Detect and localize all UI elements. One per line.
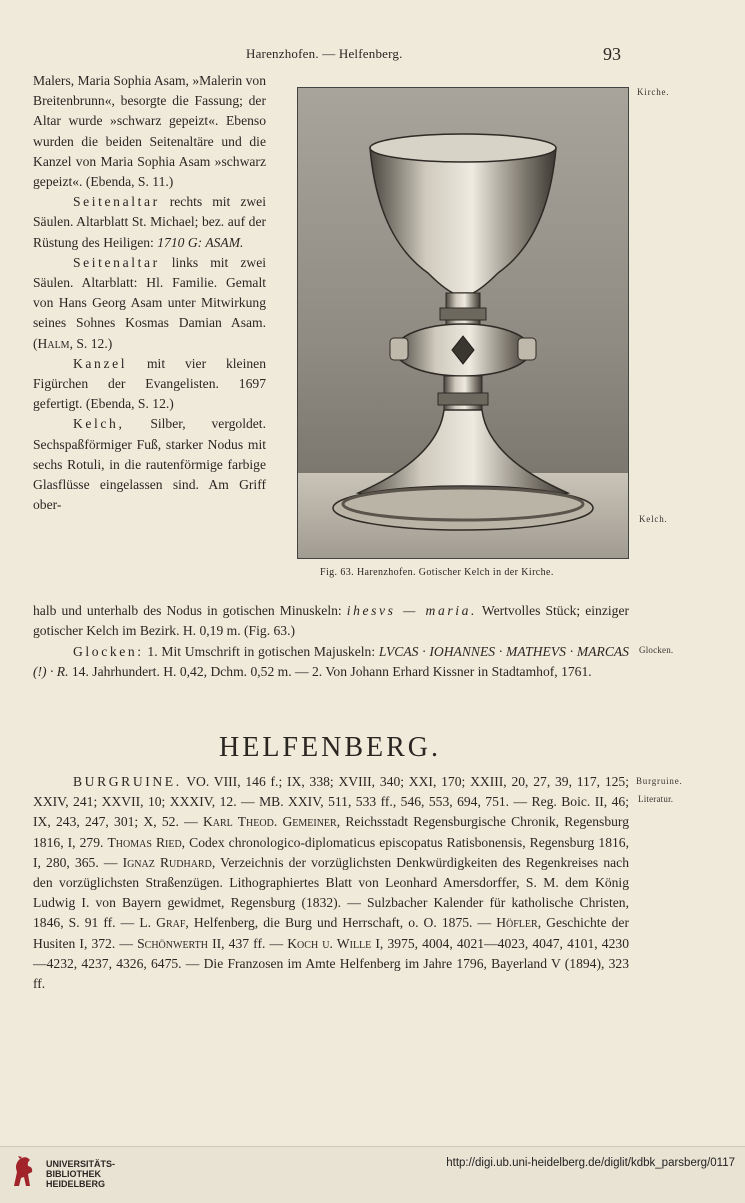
paragraph-kanzel	[33, 354, 266, 415]
permalink-url[interactable]: http://digi.ub.uni-heidelberg.de/diglit/kdbk_parsberg/0117	[446, 1157, 735, 1169]
paragraph-text: , S. 12.)	[69, 335, 113, 351]
lead-word: Kelch,	[73, 416, 125, 432]
paragraph-text: 14. Jahrhundert. H. 0,42, Dchm. 0,52 m. — 2. Von Johann Erhard Kissner in Stadtamhof, 1761.	[68, 664, 592, 680]
burgruine-paragraph	[33, 772, 629, 994]
signature-text: 1710 G: ASAM.	[157, 234, 244, 250]
reference-author: Karl Theod. Gemeiner	[202, 814, 337, 830]
paragraph-text: VO. VIII, 146 f.; IX, 338; XVIII, 340; XXI, 170; XXIII, 20, 27, 39, 117, 125; XXIV, 241; XXVII, 10; XXXIV, 12. — MB. XXIV, 511, 533 ff., 546, 553, 694, 751. — Reg. Boic. II, 46; IX, 243, 247, 301; X, 52. —	[33, 774, 629, 830]
page-number: 93	[603, 44, 621, 64]
paragraph-text: links mit zwei Säulen. Altarblatt: Hl. Familie. Gemalt von Hans Georg Asam unter Mitwirkung seines Sohnes Kosmas Damian Asam. (	[33, 254, 266, 351]
paragraph-text: mit vier kleinen Figürchen der Evangelisten. 1697 gefertigt. (Ebenda, S. 12.)	[33, 355, 266, 412]
logo-line: HEIDELBERG	[46, 1179, 106, 1189]
paragraph-kelch	[33, 414, 266, 515]
reference-author: Höfler	[496, 915, 538, 931]
upper-inscription-band	[440, 308, 486, 320]
minuscule-inscription: ihesvs — maria.	[346, 603, 478, 618]
rotulus-right	[518, 338, 536, 360]
lead-word: Seitenaltar	[73, 254, 160, 270]
section-heading: HELFENBERG.	[219, 732, 441, 763]
reference-author: Graf	[156, 915, 186, 931]
margin-note-literatur: Literatur.	[638, 794, 674, 804]
margin-note-glocken: Glocken.	[639, 645, 674, 655]
paragraph-asam: Malers, Maria Sophia Asam, »Malerin von Breitenbrunn«, besorgte die Fassung; der Altar wurde »schwarz gepeizt«. Ebenso wurden die beiden Seitenaltäre und die Kanzel von Maria Sophia Asam »schwarz gepeizt«. (Ebenda, S. 11.)	[33, 73, 266, 190]
paragraph-text: , Geschichte der Husiten I, 372. —	[33, 915, 629, 951]
paragraph-text: , Helfenberg, die Burg und Herrschaft, o. O. 1875. —	[185, 915, 497, 931]
paragraph-text: II, 437 ff. —	[207, 935, 288, 951]
library-logo-text[interactable]	[46, 1159, 115, 1189]
kelch-continuation	[33, 601, 629, 641]
majuscule-inscription: LVCAS · IOHANNES · MATHEVS · MARCAS (!) · R.	[33, 644, 629, 680]
reference-author: Schönwerth	[137, 935, 208, 951]
paragraph-text: Silber, vergoldet. Sechspaßförmiger Fuß, starker Nodus mit sechs Rotuli, in die rautenförmige farbige Glasflüsse eingelassen sind. Am Griff ober-	[33, 416, 266, 513]
paragraph-text: I, 3975, 4004, 4021—4023, 4047, 4101, 4230—4232, 4237, 4326, 6475. — Die Franzosen im Amte Helfenberg im Jahre 1796, Bayerland V (1894), 323 ff.	[33, 935, 629, 992]
paragraph-text: Wertvolles Stück; einziger gotischer Kelch im Bezirk. H. 0,19 m. (Fig. 63.)	[33, 603, 630, 639]
paragraph-text: , Codex chronologico-diplomaticus episcopatus Ratisbonensis, Regensburg 1816, I, 280, 365. —	[33, 834, 629, 870]
cup-rim	[370, 134, 556, 162]
paragraph-text: 1. Mit Umschrift in gotischen Majuskeln:	[143, 644, 379, 659]
logo-line: UNIVERSITÄTS-	[46, 1159, 116, 1169]
figure-caption: Fig. 63. Harenzhofen. Gotischer Kelch in der Kirche.	[320, 567, 554, 578]
paragraph-text: rechts mit zwei Säulen. Altarblatt St. Michael; bez. auf der Rüstung des Heiligen:	[33, 194, 266, 250]
chalice-photograph	[297, 87, 629, 559]
chalice-illustration	[298, 88, 628, 558]
reference-author: Thomas Ried	[107, 834, 182, 850]
reference-author: Ignaz Rudhard	[122, 854, 212, 870]
paragraph-text: halb und unterhalb des Nodus in gotischen Minuskeln:	[33, 603, 347, 618]
running-head: Harenzhofen. — Helfenberg.	[246, 46, 403, 61]
paragraph-seitenaltar-rechts	[33, 192, 266, 253]
paragraph-text: , Reichsstadt Regensburgische Chronik, Regensburg 1816, I, 279.	[33, 814, 629, 850]
paragraph-text: , Verzeichnis der vorzüglichsten Denkwürdigkeiten des Regenkreises nach den vorzüglichsten Straßenzügen. Lithographiertes Blatt von Leonhard Amersdorffer, S. M. dem König Ludwig I. von Bayern gewidmet, Regensburg (1832). — Sulzbacher Kalender für katholische Christen, 1846, S. 91 ff. — L.	[33, 854, 629, 931]
lead-word: BURGRUINE.	[73, 774, 182, 789]
lead-word: Kanzel	[73, 355, 128, 371]
paragraph-seitenaltar-links	[33, 253, 266, 354]
lead-word: Seitenaltar	[73, 194, 160, 210]
logo-line: BIBLIOTHEK	[46, 1169, 101, 1179]
lead-word: Glocken:	[73, 644, 144, 659]
reference-author: Halm	[37, 335, 70, 351]
margin-note-kirche: Kirche.	[637, 87, 670, 97]
glocken-paragraph	[33, 642, 629, 682]
rotulus-left	[390, 338, 408, 360]
margin-note-kelch: Kelch.	[639, 514, 668, 524]
reference-author: Koch u. Wille	[287, 935, 372, 951]
lower-inscription-band	[438, 393, 488, 405]
margin-note-burgruine: Burgruine.	[636, 776, 683, 786]
heidelberg-lion-logo-icon[interactable]	[8, 1154, 38, 1190]
left-text-column	[33, 71, 266, 515]
